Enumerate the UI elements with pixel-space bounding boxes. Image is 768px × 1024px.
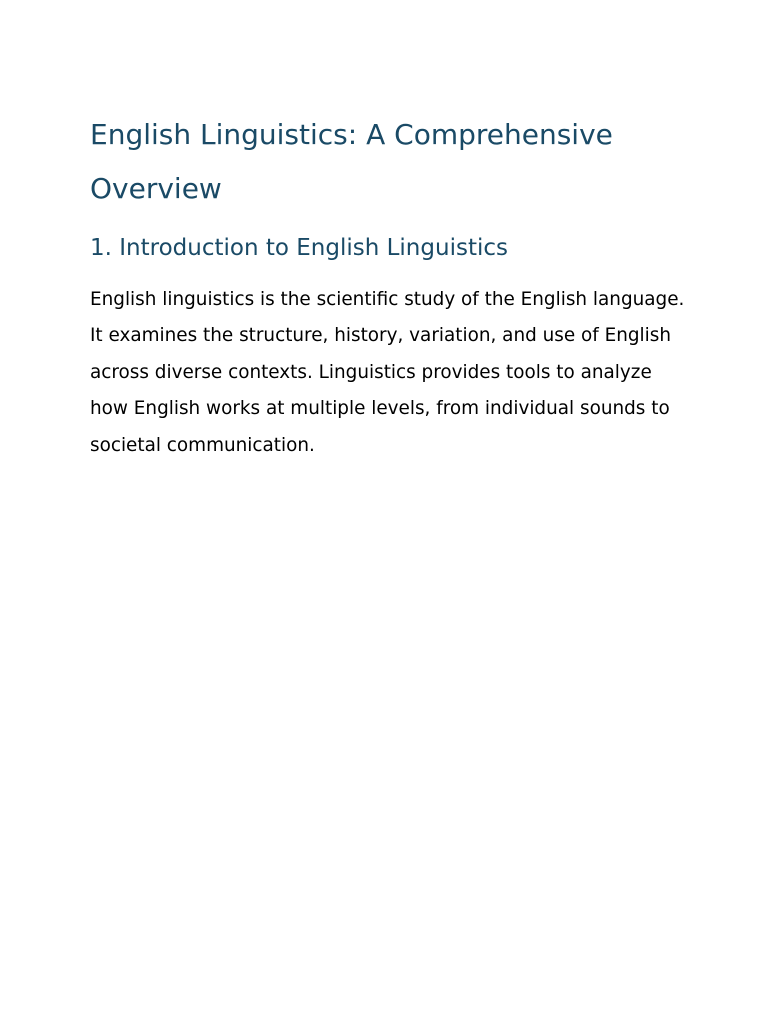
- section-paragraph: English linguistics is the scientific study of the English language. It examines the structure, history, variation, and use of English across diverse contexts. Linguistics provides tools to analyze how English works at multiple levels, from individual sounds to societal communication.: [90, 289, 685, 456]
- document-content: [90, 108, 690, 464]
- section-heading: 1. Introduction to English Linguistics: [90, 235, 508, 261]
- document-title: English Linguistics: A Comprehensive Overview: [90, 118, 613, 205]
